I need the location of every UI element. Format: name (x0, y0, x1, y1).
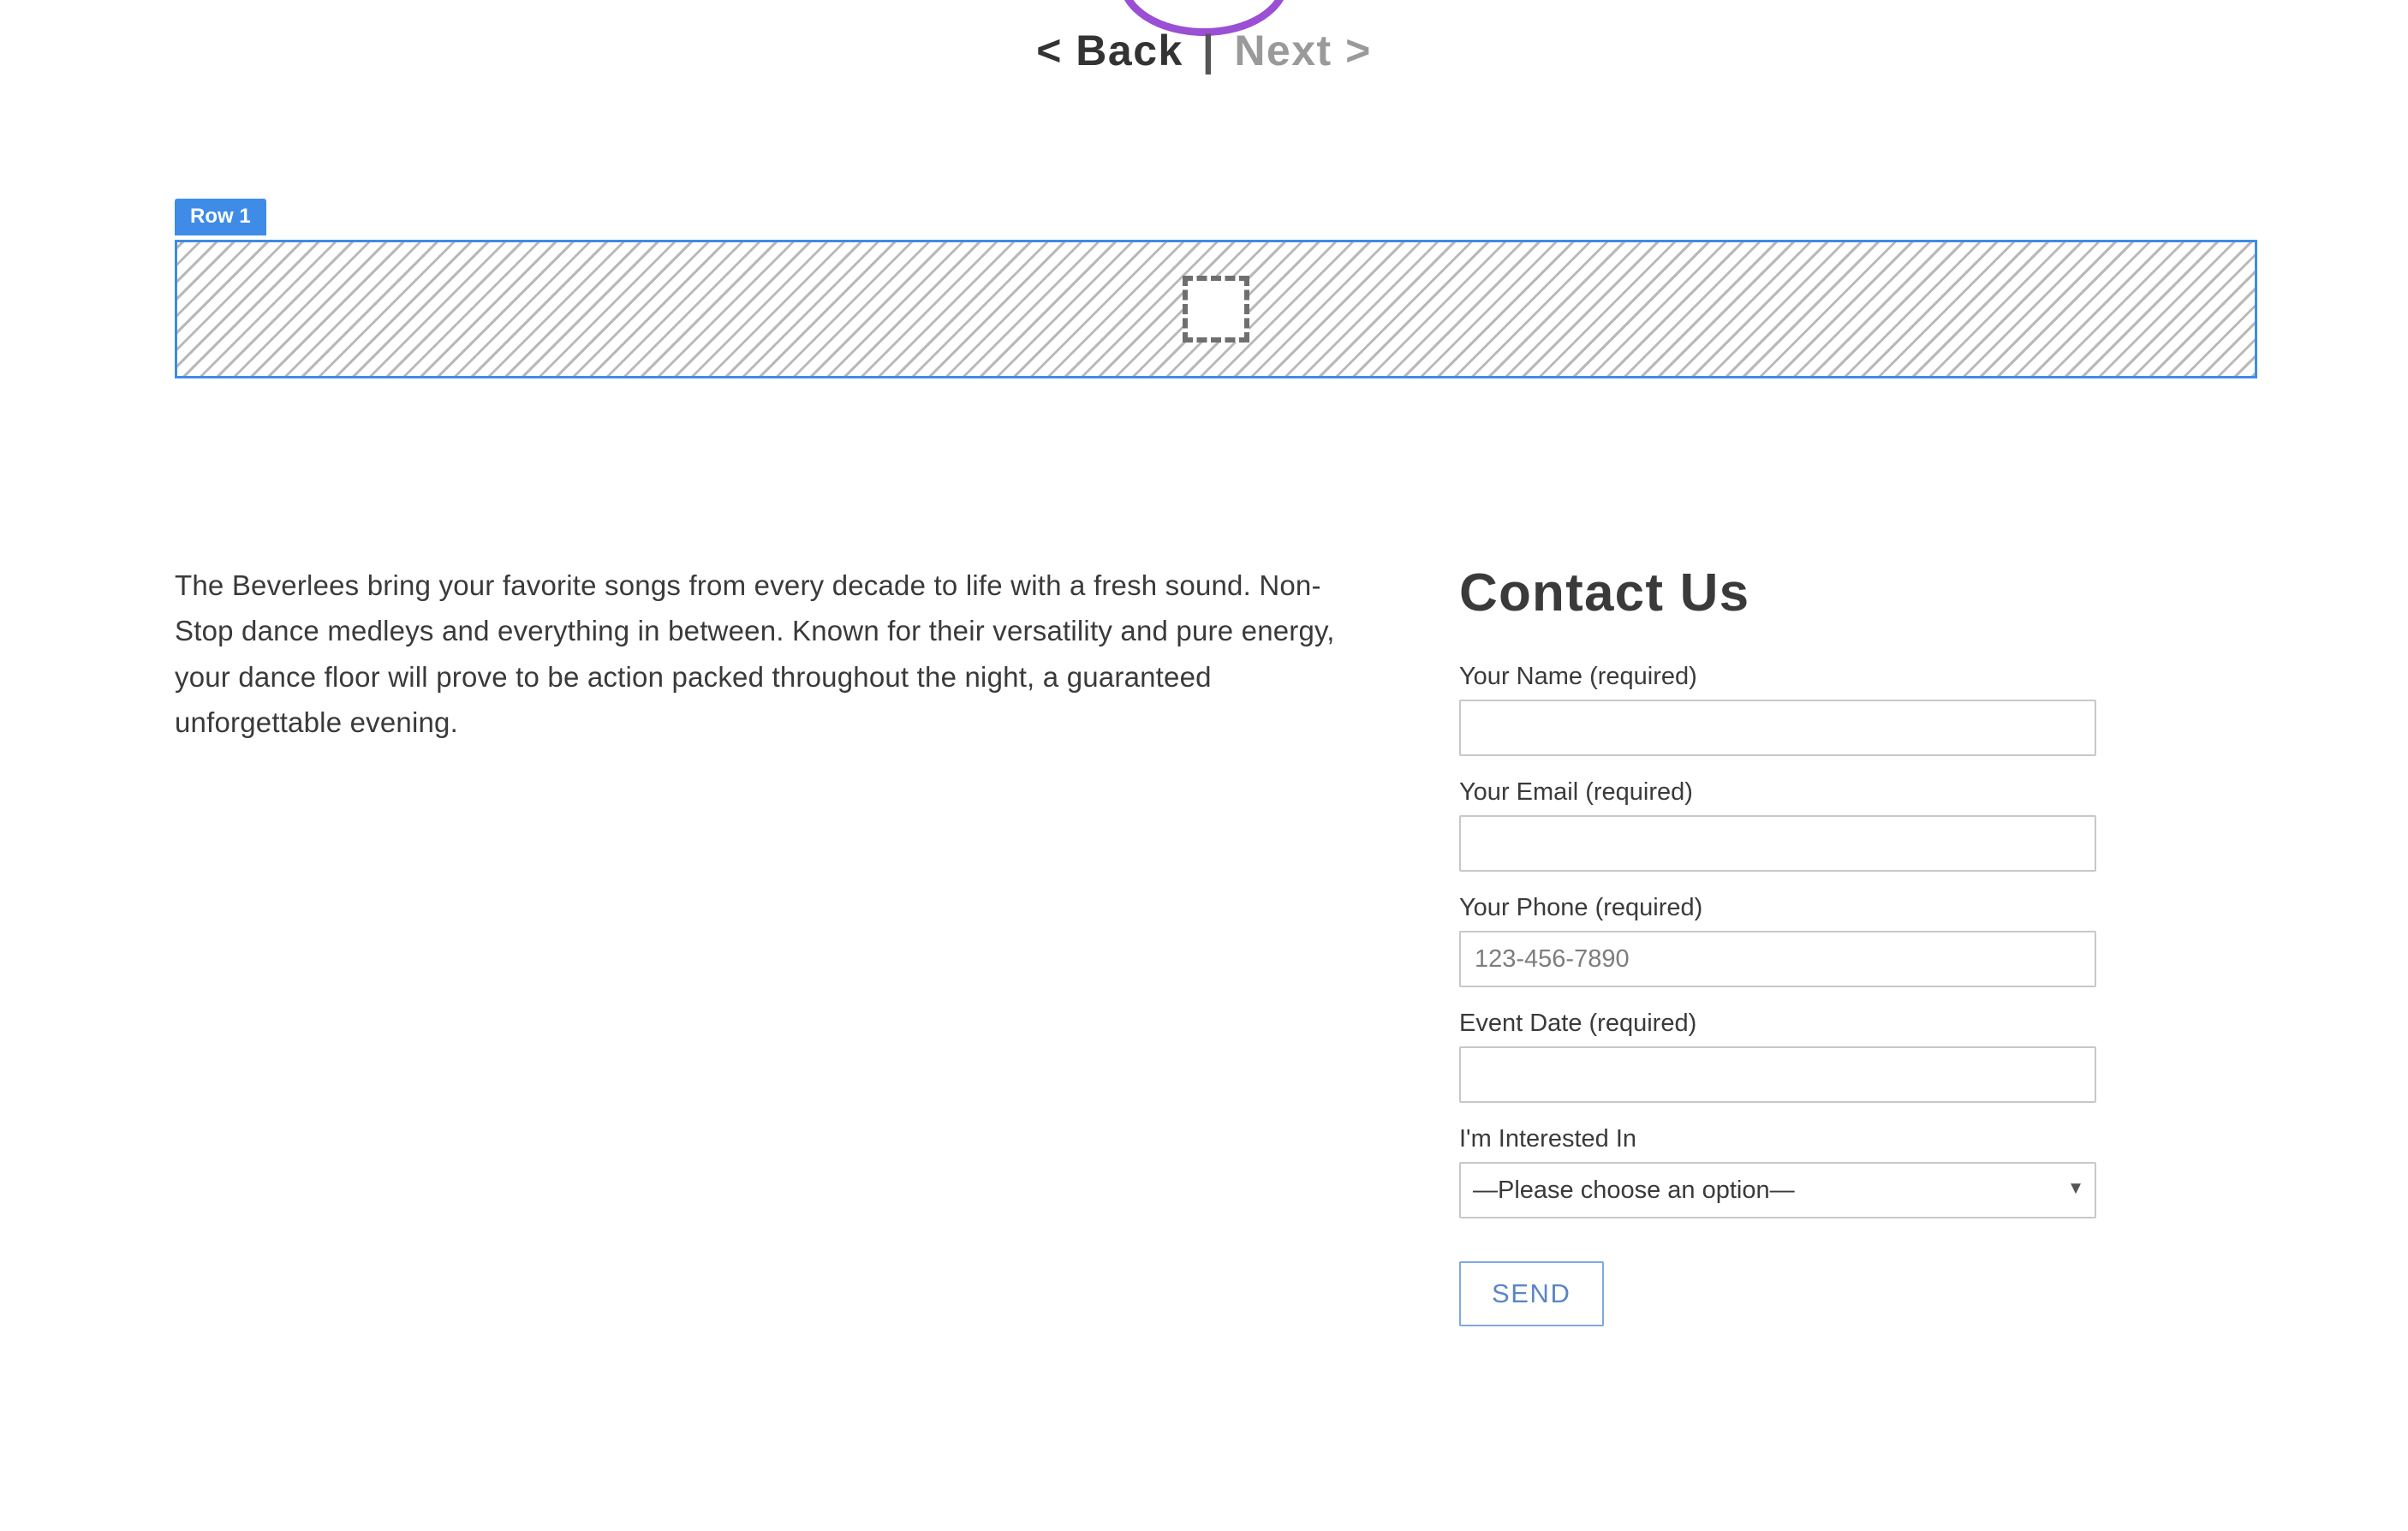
row-label-badge[interactable]: Row 1 (175, 199, 266, 235)
pager (0, 26, 2408, 75)
builder-row[interactable] (175, 205, 2257, 378)
bio-text: The Beverlees bring your favorite songs from every decade to life with a fresh sound. Non-Stop dance medleys and everything in between. Known for their versatility and pure energy, your dance floor will prove to be action packed throughout the night, a guaranteed unforgettable evening. (175, 569, 1335, 739)
your-name-input[interactable] (1459, 700, 2096, 756)
your-email-input[interactable] (1459, 815, 2096, 872)
pager-separator: | (1201, 27, 1216, 74)
field-your-name (1459, 663, 2096, 756)
event-date-input[interactable] (1459, 1046, 2096, 1103)
dashed-square-icon (1183, 276, 1249, 343)
label-your-name: Your Name (required) (1459, 663, 1697, 690)
label-event-date: Event Date (required) (1459, 1010, 1697, 1037)
label-interested-in: I'm Interested In (1459, 1125, 1637, 1153)
page-content (0, 563, 2408, 1326)
field-your-phone (1459, 894, 2096, 987)
your-phone-input[interactable] (1459, 931, 2096, 987)
next-link[interactable]: Next > (1234, 27, 1372, 74)
field-event-date (1459, 1010, 2096, 1103)
label-your-phone: Your Phone (required) (1459, 894, 1703, 921)
bio-column (175, 563, 1459, 746)
send-button[interactable]: SEND (1459, 1261, 1604, 1326)
chevron-down-icon: ▾ (2070, 1176, 2081, 1200)
contact-us-title: Contact Us (1459, 563, 1750, 623)
row-empty-placeholder[interactable] (175, 240, 2257, 378)
interested-in-select-wrap[interactable] (1459, 1162, 2096, 1218)
field-interested-in (1459, 1125, 2096, 1218)
contact-form-column (1459, 563, 2096, 1326)
label-your-email: Your Email (required) (1459, 778, 1693, 806)
top-navigation-area (0, 0, 2408, 128)
field-your-email (1459, 778, 2096, 872)
interested-in-select[interactable] (1459, 1162, 2096, 1218)
back-link[interactable]: < Back (1036, 27, 1183, 74)
